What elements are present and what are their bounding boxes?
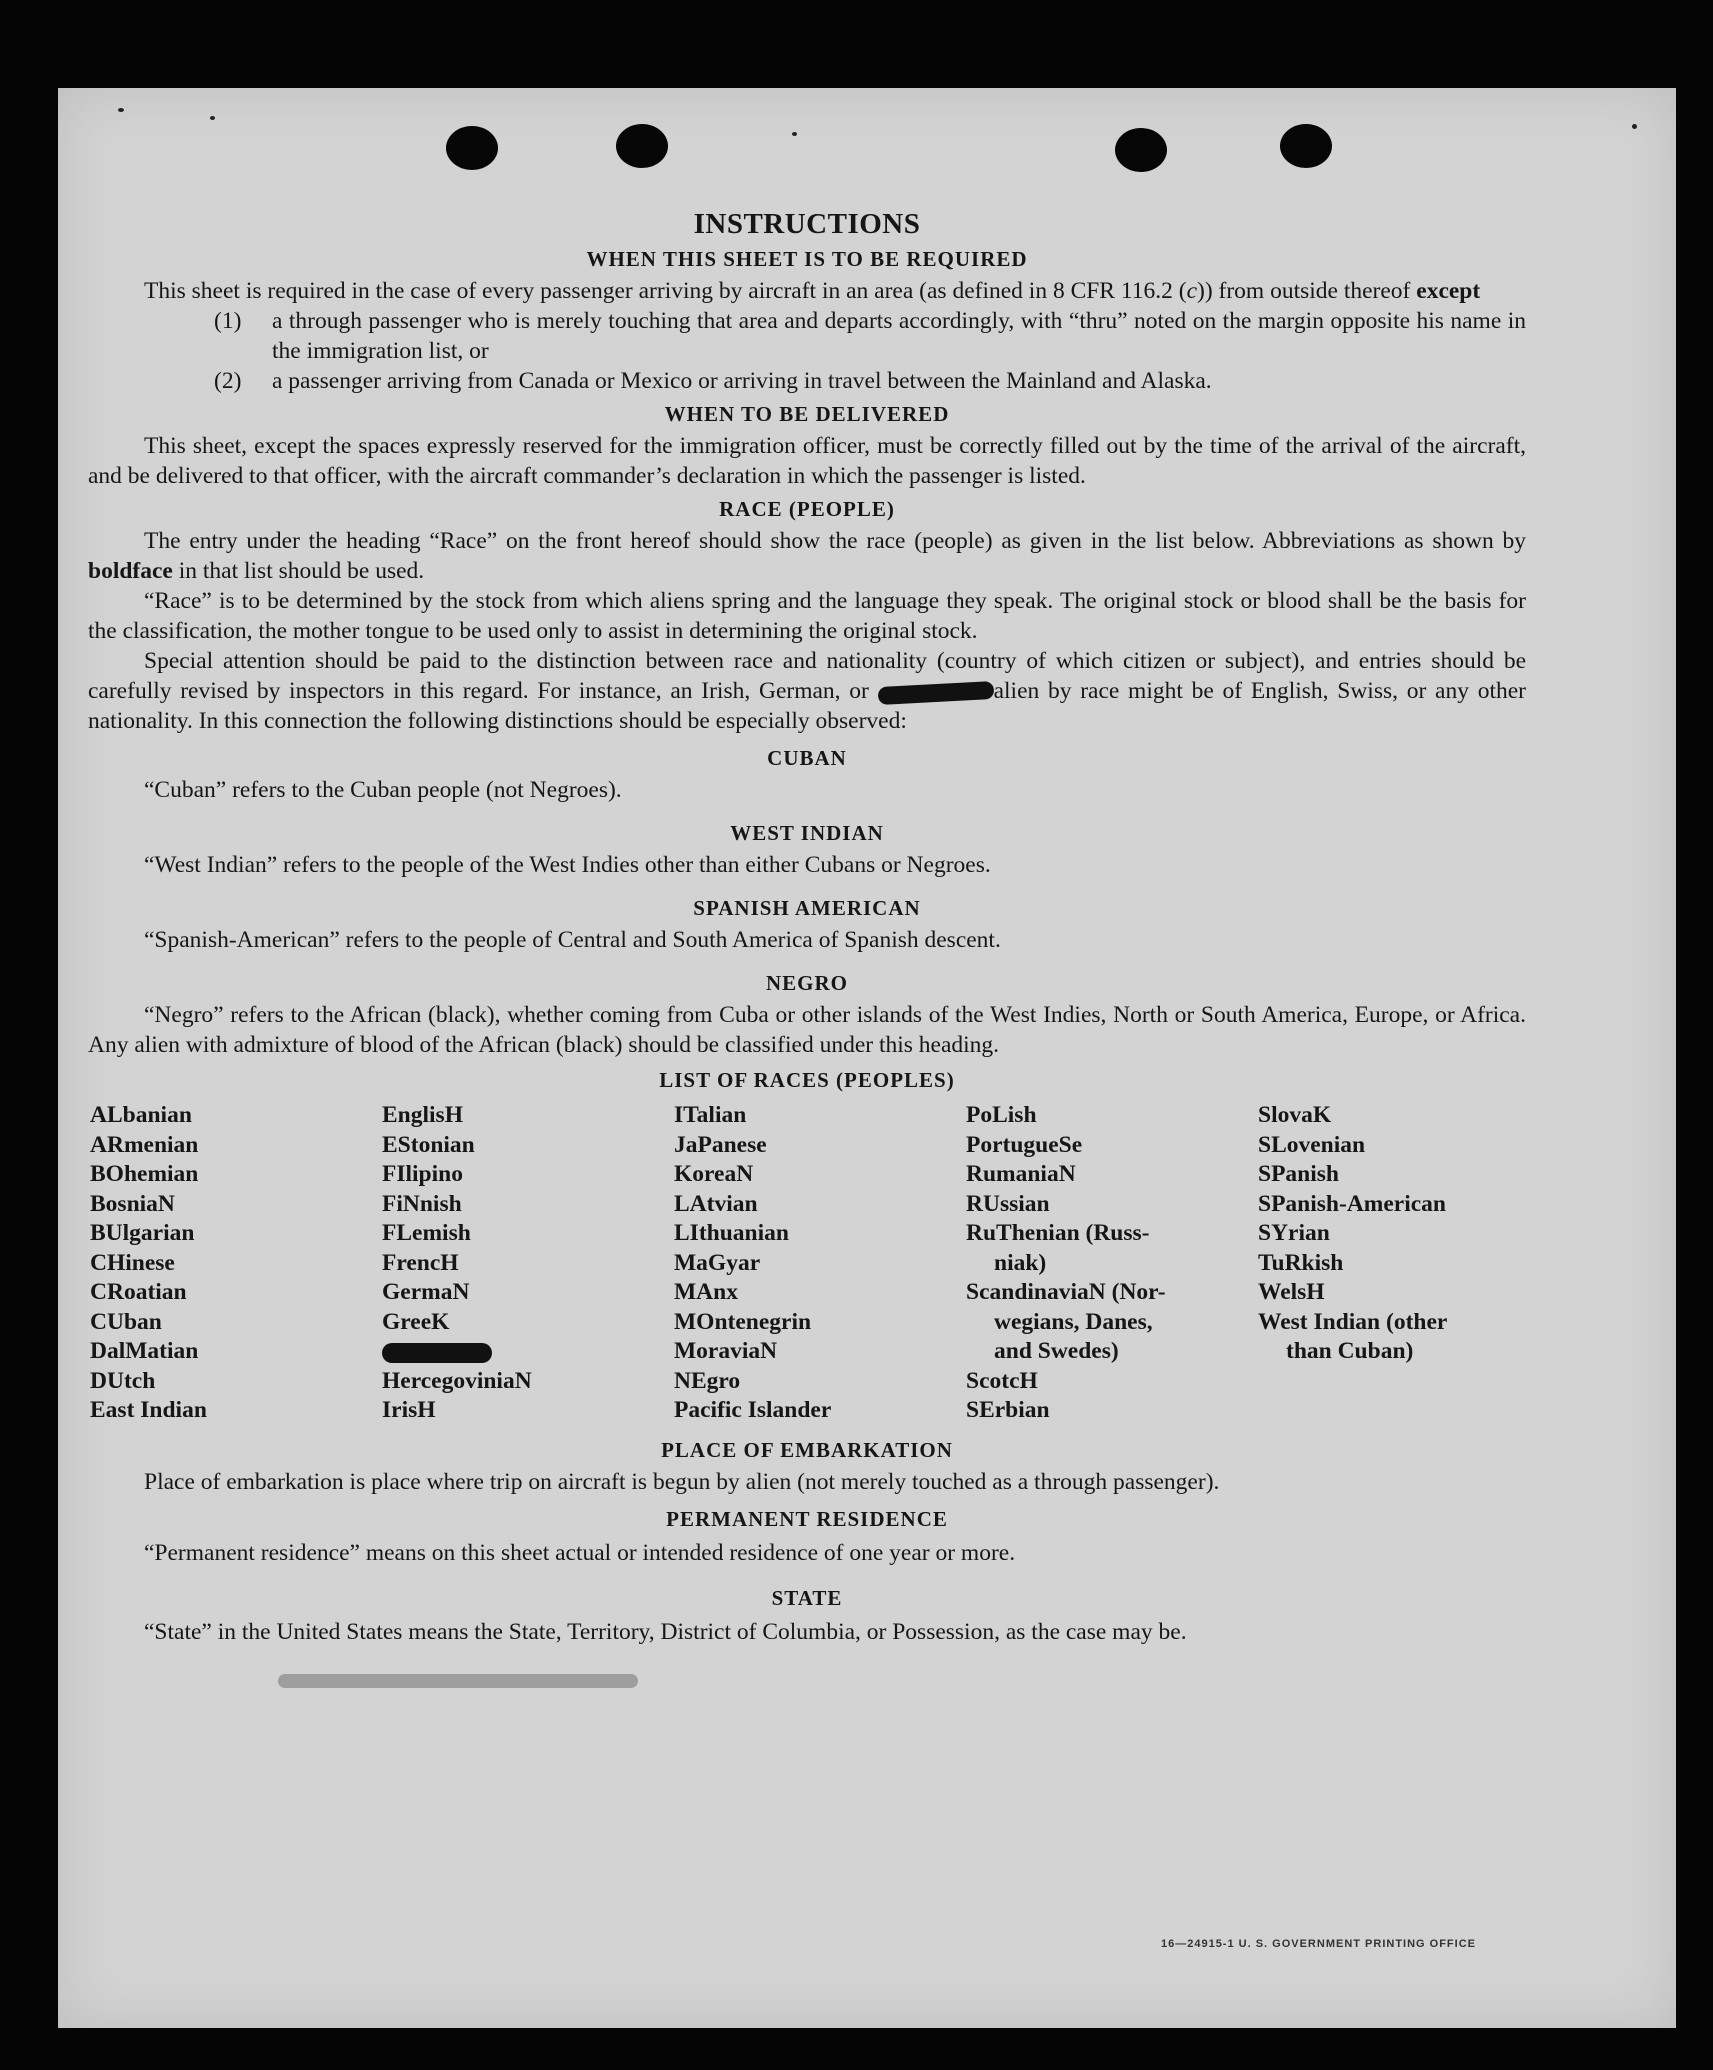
race-item: NEgro (674, 1367, 741, 1394)
race-paragraph-2: “Race” is to be determined by the stock from which aliens spring and the language they speak. The original stock or blood shall be the basis for the classification, the mother tongue to be used only to assist in determining the original stock. (88, 588, 1526, 644)
race-item: MAnx (674, 1279, 738, 1305)
race-item: SErbian (966, 1397, 1050, 1423)
punch-hole (446, 126, 498, 170)
state-text: “State” in the United States means the State, Territory, District of Columbia, or Possession, as the case may be. (144, 1618, 1187, 1645)
embarkation-text: Place of embarkation is place where trip on aircraft is begun by alien (not merely touched as a through passenger). (144, 1468, 1220, 1495)
race-item: Pacific Islander (674, 1397, 832, 1423)
heading-delivered: WHEN TO BE DELIVERED (664, 402, 950, 426)
heading-spanish-american: SPANISH AMERICAN (693, 896, 921, 920)
race-item: FLemish (382, 1220, 471, 1246)
speck (118, 108, 124, 112)
race-item: IrisH (382, 1397, 436, 1423)
race-item: CRoatian (90, 1279, 187, 1305)
race-paragraph-3: Special attention should be paid to the distinction between race and nationality (country of which citizen or subject), and entries should be carefully revised by inspectors in this regard. For instance, an Irish, German, or alien by race might be of English, Swiss, or any other nationality. In this connection the following distinctions should be especially observed: (88, 648, 1526, 734)
heading-negro: NEGRO (765, 971, 848, 995)
race-column-2 (382, 1101, 674, 1426)
race-item: CHinese (90, 1249, 175, 1276)
race-item: East Indian (90, 1397, 207, 1423)
race-item: SLovenian (1258, 1131, 1366, 1158)
required-intro: This sheet is required in the case of every passenger arriving by aircraft in an area (as defined in 8 CFR 116.2 (c)) from outside thereof except (144, 278, 1481, 304)
race-item: LIthuanian (674, 1220, 789, 1246)
print-code: 16—24915-1 U. S. GOVERNMENT PRINTING OFFICE (1160, 1938, 1476, 1950)
race-column-5 (1258, 1101, 1528, 1426)
cuban-text: “Cuban” refers to the Cuban people (not Negroes). (144, 777, 622, 803)
redaction-mark (877, 681, 994, 705)
race-item: MoraviaN (674, 1338, 778, 1364)
race-item: EnglisH (382, 1102, 463, 1128)
race-item-continued: and Swedes) (994, 1338, 1119, 1364)
race-item: West Indian (other (1258, 1308, 1448, 1335)
race-item-continued: wegians, Danes, (994, 1308, 1153, 1335)
race-item: BosniaN (90, 1190, 175, 1217)
punch-hole (616, 124, 668, 168)
race-item: DalMatian (90, 1338, 199, 1364)
race-paragraph-1: The entry under the heading “Race” on the front hereof should show the race (people) as given in the list below. Abbreviations as shown by boldface in that list should be used. (88, 528, 1526, 584)
race-item: MaGyar (674, 1249, 761, 1276)
race-item: MOntenegrin (674, 1308, 812, 1335)
required-item-1: (1) a through passenger who is merely touching that area and departs accordingly, with “thru” noted on the margin opposite his name in the immigration list, or (214, 308, 1526, 364)
required-item-2: (2) a passenger arriving from Canada or Mexico or arriving in travel between the Mainland and Alaska. (214, 368, 1212, 394)
race-column-1 (90, 1101, 382, 1426)
race-item: BUlgarian (90, 1220, 195, 1246)
residence-text: “Permanent residence” means on this sheet actual or intended residence of one year or more. (144, 1539, 1016, 1566)
race-item: ScotcH (966, 1367, 1038, 1394)
smudge (278, 1674, 638, 1688)
race-item: SPanish (1258, 1161, 1339, 1187)
speck (792, 132, 797, 136)
race-item: FIlipino (382, 1161, 463, 1187)
race-item: DUtch (90, 1367, 156, 1394)
race-item: RUssian (966, 1190, 1050, 1217)
race-item: WelsH (1258, 1279, 1325, 1305)
heading-list-of-races: LIST OF RACES (PEOPLES) (659, 1068, 955, 1092)
heading-west-indian: WEST INDIAN (730, 821, 884, 845)
heading-race: RACE (PEOPLE) (719, 497, 895, 521)
race-item: RumaniaN (966, 1161, 1076, 1187)
race-item: PortugueSe (966, 1131, 1083, 1158)
race-item: BOhemian (90, 1161, 199, 1187)
heading-required: WHEN THIS SHEET IS TO BE REQUIRED (586, 247, 1028, 271)
negro-text: “Negro” refers to the African (black), whether coming from Cuba or other islands of the West Indies, North or South America, Europe, or Africa. Any alien with admixture of blood of the African (black) should be classified under this heading. (88, 1002, 1526, 1058)
instructions-content (88, 208, 1526, 1647)
race-item: SPanish-American (1258, 1190, 1446, 1217)
race-column-3 (674, 1101, 966, 1426)
redacted-race-item (382, 1337, 674, 1367)
heading-embarkation: PLACE OF EMBARKATION (661, 1437, 953, 1462)
race-item: EStonian (382, 1131, 475, 1158)
document-sheet (58, 88, 1676, 2028)
race-item: SlovaK (1258, 1102, 1332, 1128)
race-item: SYrian (1258, 1220, 1330, 1246)
race-item: FiNnish (382, 1190, 462, 1217)
speck (210, 116, 215, 120)
race-item: ALbanian (90, 1102, 192, 1128)
race-item: RuThenian (Russ- (966, 1220, 1150, 1246)
page-title: INSTRUCTIONS (693, 208, 921, 240)
race-item: KoreaN (674, 1161, 754, 1187)
delivered-text: This sheet, except the spaces expressly reserved for the immigration officer, must be correctly filled out by the time of the arrival of the aircraft, and be delivered to that officer, with the aircraft commander’s declaration in which the passenger is listed. (88, 433, 1526, 489)
race-item: ARmenian (90, 1131, 199, 1158)
west-indian-text: “West Indian” refers to the people of the West Indies other than either Cubans or Negroes. (144, 852, 991, 878)
race-item: FrencH (382, 1249, 459, 1276)
heading-cuban: CUBAN (767, 746, 847, 770)
race-item: PoLish (966, 1102, 1037, 1128)
heading-residence: PERMANENT RESIDENCE (666, 1506, 948, 1531)
race-item: ScandinaviaN (Nor- (966, 1279, 1166, 1305)
race-item-continued: niak) (994, 1249, 1047, 1276)
race-item: LAtvian (674, 1190, 758, 1217)
spanish-american-text: “Spanish-American” refers to the people of Central and South America of Spanish descent. (144, 927, 1001, 953)
heading-state: STATE (771, 1585, 843, 1610)
race-column-4 (966, 1101, 1258, 1426)
race-item: GermaN (382, 1279, 470, 1305)
race-item: TuRkish (1258, 1249, 1344, 1276)
race-item: ITalian (674, 1102, 747, 1128)
race-item: JaPanese (674, 1131, 767, 1158)
punch-hole (1280, 124, 1332, 168)
speck (1632, 124, 1637, 129)
race-list (88, 1101, 1526, 1426)
race-item: GreeK (382, 1308, 450, 1335)
race-item: HercegoviniaN (382, 1367, 532, 1394)
race-item: CUban (90, 1308, 162, 1335)
race-item-continued: than Cuban) (1286, 1338, 1414, 1364)
punch-hole (1115, 128, 1167, 172)
